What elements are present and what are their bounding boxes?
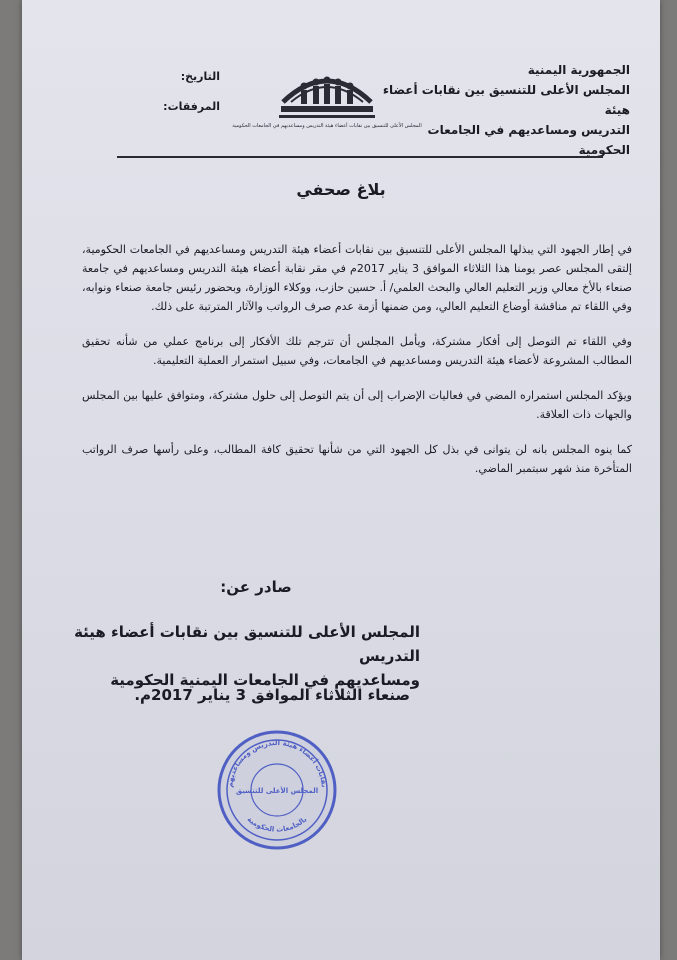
stamp-text-bottom: بالجامعات الحكومية: [245, 815, 309, 834]
issued-by-label: صادر عن:: [220, 578, 292, 596]
council-logo-icon: [232, 62, 422, 138]
signature-block: [47, 620, 420, 692]
attachments-label: المرفقات:: [163, 100, 220, 113]
paragraph-3: ويؤكد المجلس استمراره المضي في فعاليات الإضراب إلى أن يتم التوصل إلى حلول مشتركة، ومتوافق عليها بين المجلس والجهات ذات العلاقة.: [82, 389, 632, 421]
letterhead-left: [110, 62, 220, 122]
official-stamp-icon: [212, 725, 342, 855]
logo-caption: المجلس الأعلى للتنسيق بين نقابات أعضاء هيئة التدريس ومساعديهم في الجامعات الحكومية: [232, 123, 422, 129]
date-label: التاريخ:: [180, 70, 220, 83]
stamp-text-center: المجلس الأعلى للتنسيق: [235, 787, 319, 795]
stamp-text-top: نقابات أعضاء هيئة التدريس ومساعديهم: [226, 738, 328, 788]
council-name-line2: التدريس ومساعديهم في الجامعات الحكومية: [427, 123, 630, 157]
signature-date: صنعاء الثلاثاء الموافق 3 يناير 2017م.: [134, 686, 410, 704]
council-name-line1: المجلس الأعلى للتنسيق بين نقابات أعضاء هيئة: [382, 83, 630, 117]
letter-page: [22, 0, 660, 960]
country-name: الجمهورية اليمنية: [527, 63, 630, 77]
document-title: بلاغ صحفي: [296, 180, 386, 199]
header-divider: [117, 156, 603, 158]
paragraph-2: وفي اللقاء تم التوصل إلى أفكار مشتركة، ويأمل المجلس أن تترجم تلك الأفكار إلى برنامج عملي من شأنه تحقيق المطالب المشروعة لأعضاء هيئة التدريس ومساعديهم في الجامعات، وفي سبيل استمرار العملية التعليمية.: [82, 335, 632, 367]
signature-line2: ومساعديهم في الجامعات اليمنية الحكومية: [110, 671, 420, 689]
paragraph-4: كما ينوه المجلس بانه لن يتوانى في بذل كل الجهود التي من شأنها تحقيق كافة المطالب، وعلى رأسها صرف الرواتب المتأخرة منذ شهر سبتمبر الماضي.: [82, 443, 632, 475]
press-release-body: [82, 240, 632, 494]
paragraph-1: في إطار الجهود التي يبذلها المجلس الأعلى للتنسيق بين نقابات أعضاء هيئة التدريس ومساعديهم في الجامعات الحكومية، إلتقى المجلس عصر يومنا هذا الثلاثاء الموافق 3 يناير 2017م في مقر نقابة أعضاء هيئة التدريس ومساعديهم في جامعة صنعاء بالأخ معالي وزير التعليم العالي والبحث العلمي/ أ. حسين حازب، ووكلاء الوزارة، وبحضور رئيس جامعة صنعاء ونوابه، وفي اللقاء تم مناقشة أوضاع التعليم العالي، ومن ضمنها أزمة عدم صرف الرواتب والآثار المترتبة على ذلك.: [82, 243, 632, 313]
letterhead-right: [380, 60, 630, 160]
signature-line1: المجلس الأعلى للتنسيق بين نقابات أعضاء هيئة التدريس: [74, 623, 420, 665]
